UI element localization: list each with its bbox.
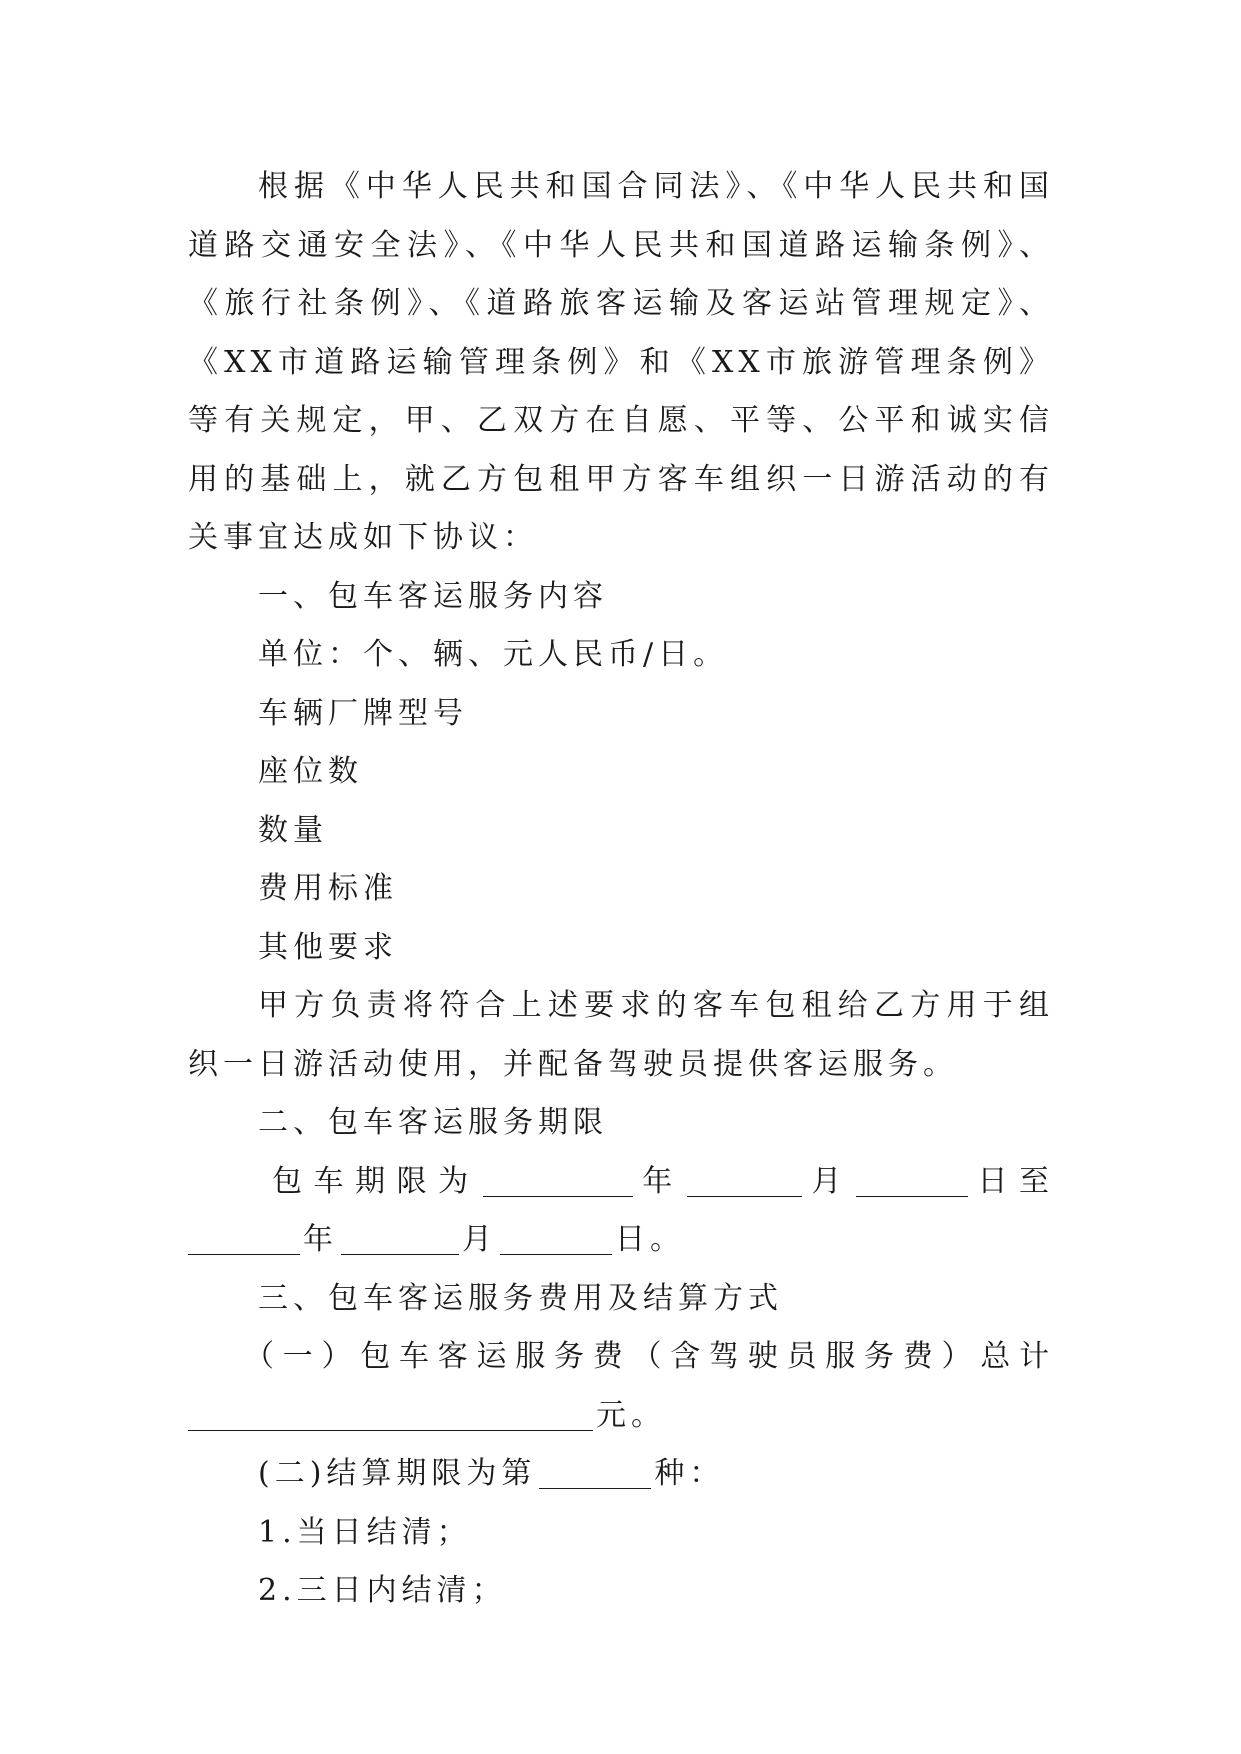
unit-line: 单位：个、辆、元人民币/日。	[258, 637, 729, 672]
fee-line	[188, 1328, 1054, 1445]
settlement-option-2: 2.三日内结清；	[258, 1573, 507, 1608]
end-day-blank[interactable]	[500, 1224, 612, 1255]
start-day-blank[interactable]	[856, 1166, 968, 1197]
field-other-requirements: 其他要求	[258, 929, 398, 965]
end-year-label: 年	[303, 1222, 338, 1257]
field-fee-standard: 费用标准	[258, 871, 398, 906]
end-day-label: 日。	[615, 1222, 685, 1257]
field-vehicle-model: 车辆厂牌型号	[258, 695, 468, 731]
fee-unit: 元。	[596, 1397, 666, 1433]
field-quantity: 数量	[258, 812, 328, 848]
section1-heading: 一、包车客运服务内容	[258, 578, 608, 614]
period-line	[188, 1153, 1054, 1270]
settlement-lead: (二)结算期限为第	[258, 1456, 537, 1491]
end-month-label: 月	[462, 1222, 497, 1257]
intro-paragraph: 根据《中华人民共和国合同法》、《中华人民共和国道路交通安全法》、《中华人民共和国道路运输条例》、《旅行社条例》、《道路旅客运输及客运站管理规定》、《XX市道路运输管理条例》和《XX市旅游管理条例》等有关规定，甲、乙双方在自愿、平等、公平和诚实信用的基础上，就乙方包租甲方客车组织一日游活动的有关事宜达成如下协议：	[188, 169, 1054, 555]
start-year-blank[interactable]	[483, 1166, 633, 1197]
contract-body	[188, 158, 1054, 1621]
settlement-line	[188, 1445, 1054, 1504]
settlement-option-1: 1.当日结清；	[258, 1514, 472, 1550]
section3-heading: 三、包车客运服务费用及结算方式	[258, 1280, 783, 1316]
settlement-option-blank[interactable]	[539, 1458, 651, 1489]
period-lead: 包车期限为	[272, 1163, 480, 1199]
start-day-label: 日至	[970, 1163, 1055, 1199]
start-year-label: 年	[635, 1163, 684, 1199]
end-year-blank[interactable]	[188, 1224, 300, 1255]
fee-lead: （一）包车客运服务费（含驾驶员服务费）总计	[244, 1339, 1054, 1374]
service-description: 甲方负责将符合上述要求的客车包租给乙方用于组织一日游活动使用，并配备驾驶员提供客运服务。	[188, 988, 1054, 1082]
start-month-blank[interactable]	[687, 1166, 802, 1197]
field-seats: 座位数	[258, 754, 363, 789]
end-month-blank[interactable]	[341, 1224, 459, 1255]
start-month-label: 月	[804, 1163, 853, 1199]
section2-heading: 二、包车客运服务期限	[258, 1105, 608, 1140]
settlement-end: 种：	[654, 1456, 725, 1491]
fee-amount-blank[interactable]	[188, 1400, 593, 1431]
